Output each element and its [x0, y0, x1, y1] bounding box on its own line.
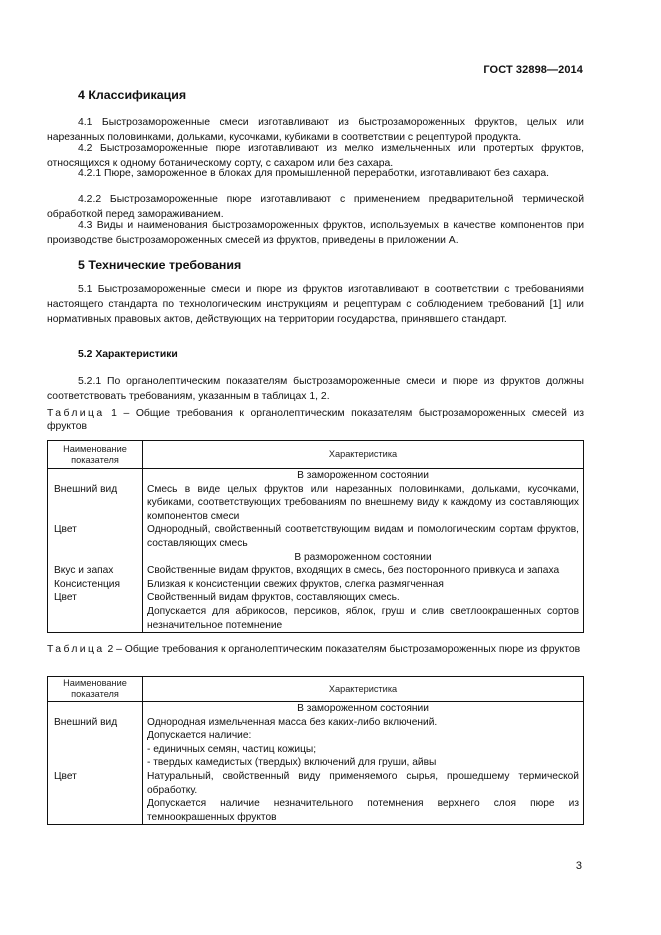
characteristic-cell: Свойственный видам фруктов, составляющих смесь.	[143, 591, 584, 605]
table-1-header-name: Наименование показателя	[48, 441, 143, 469]
subsection-5-2-title: 5.2 Характеристики	[78, 349, 178, 360]
section-4-title: 4 Классификация	[78, 88, 187, 102]
indicator-name-cell	[48, 797, 143, 825]
paragraph-4-2-2: 4.2.2 Быстрозамороженные пюре изготавливают с применением предварительной термической обработкой перед замораживанием.	[47, 194, 584, 221]
state-subheader-cell: В замороженном состоянии	[143, 469, 584, 483]
table-1-header-characteristic: Характеристика	[143, 441, 584, 469]
characteristic-cell: Допускается для абрикосов, персиков, яблок, груш и слив светлоокрашенных сортов незначительное потемнение	[143, 605, 584, 633]
indicator-name-cell	[48, 743, 143, 757]
characteristic-cell: - твердых камедистых (твердых) включений для груши, айвы	[143, 756, 584, 770]
characteristic-cell: Однородный, свойственный соответствующим видам и помологическим сортам фруктов, составляющих смесь	[143, 523, 584, 550]
table-row	[48, 756, 584, 770]
indicator-name-cell	[48, 605, 143, 633]
table-2-caption: Таблица 2 – Общие требования к органолептическим показателям быстрозамороженных пюре из фруктов	[47, 644, 581, 655]
indicator-name-cell: Цвет	[48, 770, 143, 797]
table-2-header-name: Наименование показателя	[48, 677, 143, 702]
table-row	[48, 743, 584, 757]
indicator-name-cell	[48, 551, 143, 565]
characteristic-cell: Свойственные видам фруктов, входящих в смесь, без посторонного привкуса и запаха	[143, 564, 584, 578]
table-row	[48, 770, 584, 797]
indicator-name-cell	[48, 756, 143, 770]
state-subheader-cell: В замороженном состоянии	[143, 702, 584, 716]
paragraph-4-2: 4.2 Быстрозамороженные пюре изготавливают из мелко измельченных или протертых фруктов, относящихся к одному ботаническому сорту, с сахаром или без сахара.	[47, 143, 584, 170]
indicator-name-cell: Внешний вид	[48, 483, 143, 524]
characteristic-cell: - единичных семян, частиц кожицы;	[143, 743, 584, 757]
indicator-name-cell	[48, 702, 143, 716]
characteristic-cell: Допускается наличие незначительного потемнения верхнего слоя пюре из темноокрашенных фруктов	[143, 797, 584, 825]
paragraph-4-3: 4.3 Виды и наименования быстрозамороженных фруктов, используемых в качестве компонентов при производстве быстрозамороженных смесей из фруктов, приведены в приложении А.	[47, 220, 584, 247]
table-row	[48, 564, 584, 578]
table-row	[48, 729, 584, 743]
table-row	[48, 551, 584, 565]
section-5-title: 5 Технические требования	[78, 258, 242, 272]
standard-number: ГОСТ 32898—2014	[483, 64, 583, 76]
table-row	[48, 469, 584, 483]
page-number: 3	[575, 860, 582, 872]
characteristic-cell: Однородная измельченная масса без каких-либо включений.	[143, 716, 584, 730]
table-2-header-characteristic: Характеристика	[143, 677, 584, 702]
indicator-name-cell	[48, 469, 143, 483]
paragraph-4-1: 4.1 Быстрозамороженные смеси изготавливают из быстрозамороженных фруктов, целых или нарезанных половинками, дольками, кусочками, кубиками в соответствии с рецептурой продукта.	[47, 117, 584, 144]
table-row	[48, 483, 584, 524]
paragraph-5-2-1: 5.2.1 По органолептическим показателям быстрозамороженные смеси и пюре из фруктов должны соответствовать требованиям, указанным в таблицах 1, 2.	[47, 376, 584, 403]
table-row	[48, 716, 584, 730]
table-2	[47, 676, 584, 825]
characteristic-cell: Допускается наличие:	[143, 729, 584, 743]
indicator-name-cell: Консистенция	[48, 578, 143, 592]
paragraph-5-1: 5.1 Быстрозамороженные смеси и пюре из фруктов изготавливают в соответствии с требованиями настоящего стандарта по технологическим инструкциям и рецептурам с соблюдением требований [1] или нормативных правовых актов, действующих на территории государства, принявшего стандарт.	[47, 284, 584, 326]
indicator-name-cell: Цвет	[48, 523, 143, 550]
characteristic-cell: Смесь в виде целых фруктов или нарезанных половинками, дольками, кусочками, кубиками, соответствующих требованиям по внешнему виду к каждому из составляющих компонентов смеси	[143, 483, 584, 524]
indicator-name-cell	[48, 729, 143, 743]
indicator-name-cell: Внешний вид	[48, 716, 143, 730]
indicator-name-cell: Вкус и запах	[48, 564, 143, 578]
table-row	[48, 605, 584, 633]
state-subheader-cell: В размороженном состоянии	[143, 551, 584, 565]
characteristic-cell: Натуральный, свойственный виду применяемого сырья, прошедшему термической обработку.	[143, 770, 584, 797]
characteristic-cell: Близкая к консистенции свежих фруктов, слегка размягченная	[143, 578, 584, 592]
table-row	[48, 702, 584, 716]
paragraph-4-2-1: 4.2.1 Пюре, замороженное в блоках для промышленной переработки, изготавливают без сахара.	[78, 168, 550, 179]
table-row	[48, 523, 584, 550]
table-row	[48, 797, 584, 825]
table-1	[47, 440, 584, 633]
indicator-name-cell: Цвет	[48, 591, 143, 605]
table-1-caption: Таблица 1 – Общие требования к органолептическим показателям быстрозамороженных смесей из фруктов	[47, 408, 585, 433]
table-row	[48, 591, 584, 605]
table-row	[48, 578, 584, 592]
